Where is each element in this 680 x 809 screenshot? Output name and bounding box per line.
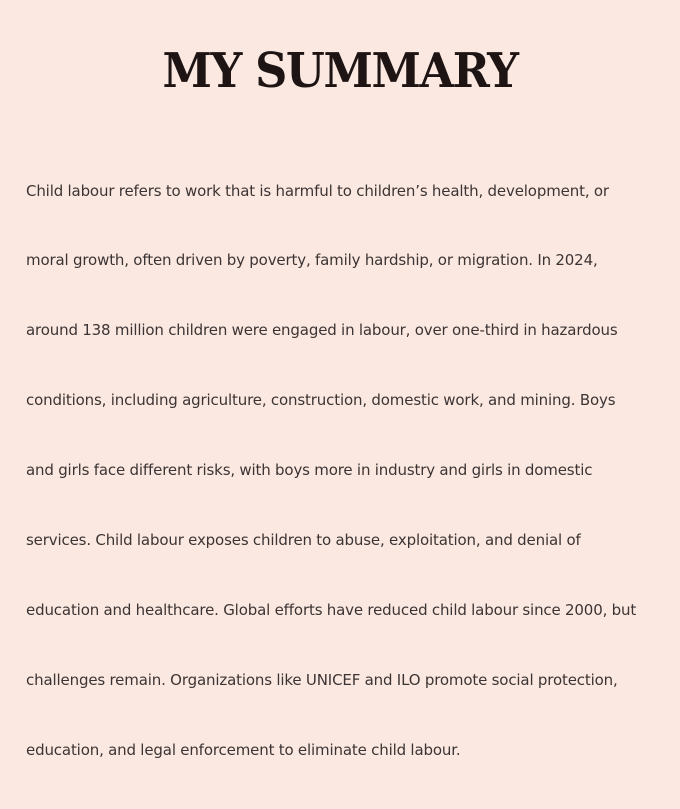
summary-line: education and healthcare. Global efforts have reduced child labour since 2000, but bbox=[26, 600, 637, 619]
page-title: MY SUMMARY bbox=[162, 43, 518, 99]
summary-line: around 138 million children were engaged in labour, over one-third in hazardous bbox=[26, 321, 618, 340]
summary-paragraph bbox=[26, 133, 678, 809]
summary-line: conditions, including agriculture, construction, domestic work, and mining. Boys bbox=[26, 391, 616, 410]
summary-line: Child labour refers to work that is harmful to children’s health, development, or bbox=[26, 181, 609, 200]
summary-line: services. Child labour exposes children to abuse, exploitation, and denial of bbox=[26, 531, 581, 550]
summary-line: challenges remain. Organizations like UNICEF and ILO promote social protection, bbox=[26, 670, 618, 689]
summary-line: moral growth, often driven by poverty, family hardship, or migration. In 2024, bbox=[26, 251, 598, 270]
summary-line: education, and legal enforcement to eliminate child labour. bbox=[26, 740, 461, 759]
summary-line: and girls face different risks, with boys more in industry and girls in domestic bbox=[26, 461, 593, 480]
